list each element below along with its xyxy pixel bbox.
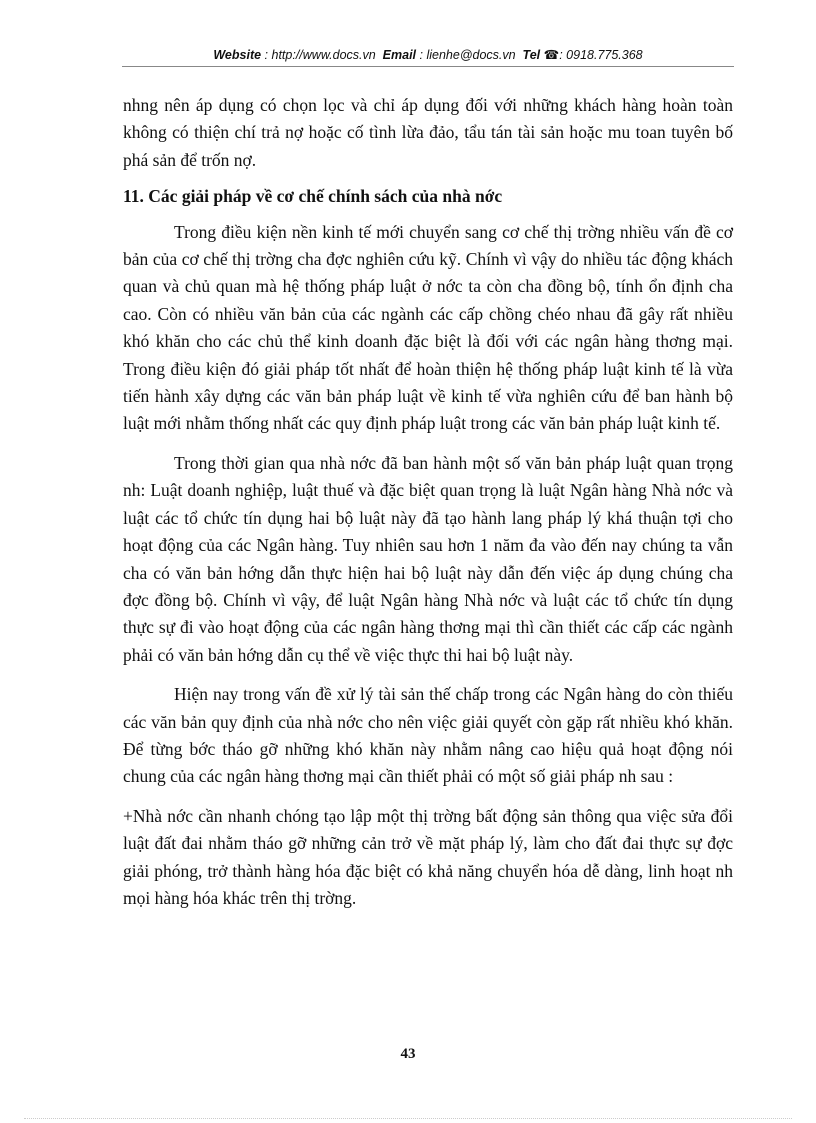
document-body — [123, 92, 733, 912]
email-label: Email — [382, 48, 417, 62]
paragraph: Trong điều kiện nền kinh tế mới chuyển sang cơ chế thị trờng nhiều vấn đề cơ bản của cơ chế thị trờng cha đợc nghiên cứu kỹ. Chính vì vậy do nhiều tác động khách quan và chủ quan mà hệ thống pháp luật ở nớc ta còn cha đồng bộ, tính ổn định cha cao. Còn có nhiều văn bản của các ngành các cấp chồng chéo nhau đã gây rất nhiều khó khăn cho các chủ thể kinh doanh đặc biệt là đối với các ngân hàng thơng mại. Trong điều kiện đó giải pháp tốt nhất để hoàn thiện hệ thống pháp luật kinh tế là vừa tiến hành xây dựng các văn bản pháp luật về kinh tế vừa nghiên cứu để ban hành bộ luật mới nhằm thống nhất các quy định pháp luật trong các văn bản pháp luật kinh tế. — [123, 221, 733, 434]
website-label: Website — [213, 48, 262, 62]
section-heading: 11. Các giải pháp về cơ chế chính sách của nhà nớc — [123, 186, 503, 207]
tel-label: Tel — [522, 48, 541, 62]
footer-divider — [24, 1118, 792, 1119]
phone-icon: ☎ — [543, 48, 560, 62]
paragraph: Hiện nay trong vấn đề xử lý tài sản thế chấp trong các Ngân hàng do còn thiếu các văn bản quy định của nhà nớc cho nên việc giải quyết còn gặp rất nhiều khó khăn. Để từng bớc tháo gỡ những khó khăn này nhằm nâng cao hiệu quả hoạt động nói chung của các ngân hàng thơng mại cần thiết phải có một số giải pháp nh sau : — [123, 684, 733, 787]
website-value: : http://www.docs.vn — [264, 48, 376, 62]
paragraph: Trong thời gian qua nhà nớc đã ban hành một số văn bản pháp luật quan trọng nh: Luật doanh nghiệp, luật thuế và đặc biệt quan trọng là luật Ngân hàng Nhà nớc và luật các tổ chức tín dụng hai bộ luật này đã tạo hành lang pháp lý khá thuận tợi cho hoạt động của các Ngân hàng. Tuy nhiên sau hơn 1 năm đa vào đến nay chúng ta vẫn cha có văn bản hớng dẫn thực hiện hai bộ luật này dẫn đến việc áp dụng chúng cha đợc đồng bộ. Chính vì vậy, để luật Ngân hàng Nhà nớc và luật các tổ chức tín dụng thực sự đi vào hoạt động của các ngân hàng thơng mại thì cần thiết các cấp các ngành phải có văn bản hớng dẫn cụ thể về việc thực thi hai bộ luật này. — [123, 452, 733, 665]
bullet-paragraph: +Nhà nớc cần nhanh chóng tạo lập một thị trờng bất động sản thông qua việc sửa đổi luật đất đai nhằm tháo gỡ những cản trở về mặt pháp lý, làm cho đất đai thực sự đợc giải phóng, trở thành hàng hóa đặc biệt có khả năng chuyển hóa dễ dàng, linh hoạt nh mọi hàng hóa khác trên thị trờng. — [123, 805, 733, 908]
email-value: : lienhe@docs.vn — [419, 48, 516, 62]
page-header — [122, 47, 734, 62]
paragraph-continuation: nhng nên áp dụng có chọn lọc và chỉ áp dụng đối với những khách hàng hoàn toàn không có thiện chí trả nợ hoặc cố tình lừa đảo, tẩu tán tài sản hoặc mu toan tuyên bố phá sản để trốn nợ. — [123, 95, 733, 170]
header-divider — [122, 66, 734, 67]
tel-value: : 0918.775.368 — [559, 48, 643, 62]
page-number: 43 — [400, 1046, 416, 1062]
